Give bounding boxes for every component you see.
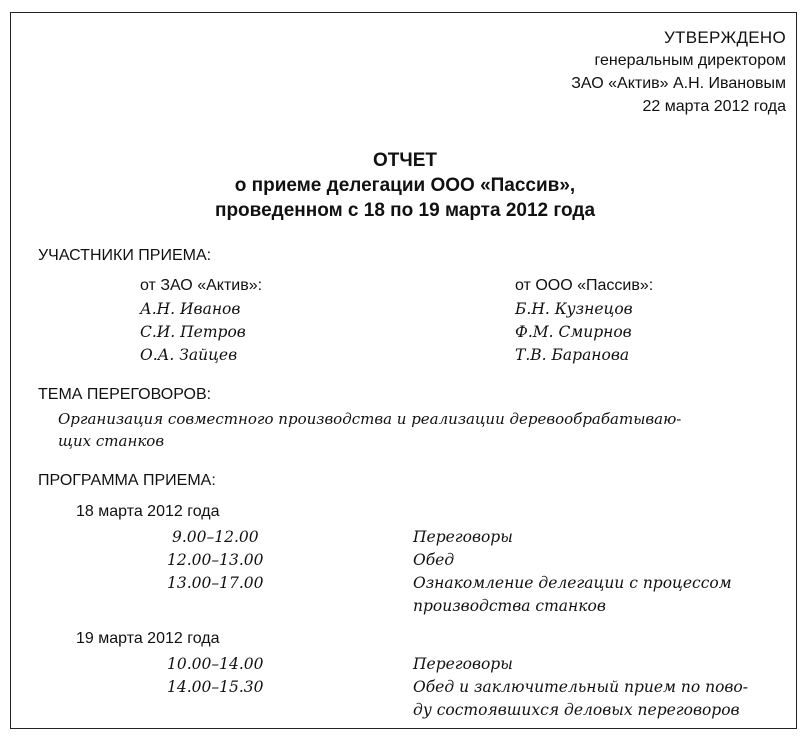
program-day-1-event-3-line-1: Ознакомление делегации с процессом	[413, 574, 732, 592]
participant-left-3: О.А. Зайцев	[140, 346, 238, 364]
participants-left-label: от ЗАО «Актив»:	[140, 277, 263, 294]
program-heading: ПРОГРАММА ПРИЕМА:	[38, 472, 216, 489]
participants-heading: УЧАСТНИКИ ПРИЕМА:	[38, 247, 212, 264]
program-day-2-time-1: 10.00–14.00	[167, 655, 264, 673]
report-title	[0, 148, 810, 223]
topic-heading: ТЕМА ПЕРЕГОВОРОВ:	[38, 386, 212, 403]
program-day-1-time-1: 9.00–12.00	[172, 528, 259, 546]
approval-line-1: генеральным директором	[594, 52, 786, 69]
program-day-1-event-2: Обед	[413, 551, 455, 569]
program-day-2-date: 19 марта 2012 года	[76, 630, 220, 647]
participant-left-1: А.Н. Иванов	[140, 300, 241, 318]
program-day-1-time-2: 12.00–13.00	[167, 551, 264, 569]
approval-date: 22 марта 2012 года	[642, 98, 786, 115]
participant-left-2: С.И. Петров	[140, 323, 246, 341]
program-day-2-event-2-line-1: Обед и заключительный прием по пово-	[413, 678, 748, 696]
program-day-2-time-2: 14.00–15.30	[167, 678, 264, 696]
approval-heading: УТВЕРЖДЕНО	[663, 28, 786, 47]
approval-line-2: ЗАО «Актив» А.Н. Ивановым	[571, 75, 786, 92]
program-day-1-date: 18 марта 2012 года	[76, 503, 220, 520]
participant-right-1: Б.Н. Кузнецов	[515, 300, 633, 318]
program-day-1-time-3: 13.00–17.00	[167, 574, 264, 592]
title-line-2: о приеме делегации ООО «Пассив»,	[234, 175, 576, 196]
program-day-2-event-2-line-2: ду состоявшихся деловых переговоров	[413, 701, 740, 719]
topic-line-2: щих станков	[58, 432, 165, 450]
program-day-2-event-1: Переговоры	[413, 655, 513, 673]
participant-right-3: Т.В. Баранова	[515, 346, 630, 364]
participant-right-2: Ф.М. Смирнов	[515, 323, 632, 341]
program-day-1-event-3-line-2: производства станков	[413, 597, 606, 615]
program-day-1-event-1: Переговоры	[413, 528, 513, 546]
document-frame	[10, 12, 797, 729]
approval-block	[571, 26, 786, 118]
title-line-1: ОТЧЕТ	[372, 150, 437, 171]
title-line-3: проведенном с 18 по 19 марта 2012 года	[214, 200, 596, 221]
topic-line-1: Организация совместного производства и реализации деревообрабатываю-	[58, 410, 682, 428]
participants-right-label: от ООО «Пассив»:	[515, 277, 654, 294]
